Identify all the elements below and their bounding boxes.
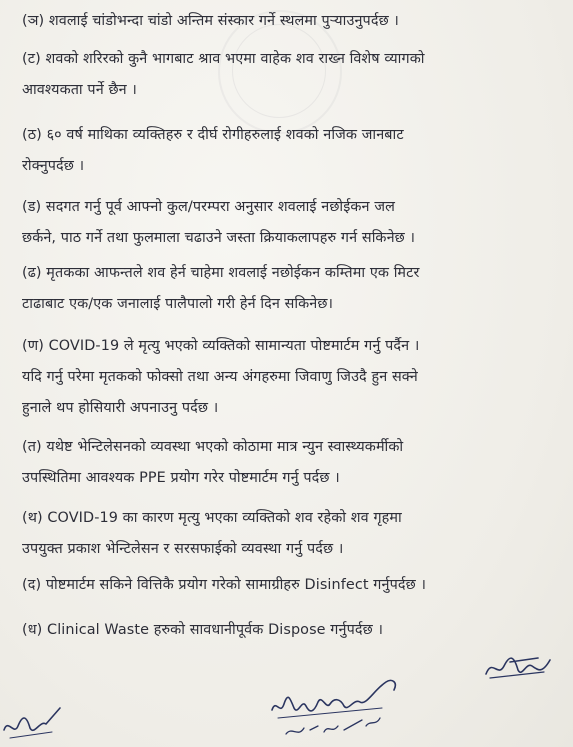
paragraph-line: रोक्नुपर्दछ ।: [22, 158, 85, 174]
signature-center: [262, 668, 412, 744]
paragraph-tha2: [22, 503, 550, 565]
paragraph-line: आवश्यकता पर्ने छैन ।: [22, 82, 137, 98]
paragraph-line: (ठ) ६० वर्ष माथिका व्यक्तिहरु र दीर्घ रोगीहरुलाई शवको नजिक जानबाट: [22, 127, 404, 143]
paragraph-line: (द) पोष्टमार्टम सकिने वित्तिकै प्रयोग गरेको सामाग्रीहरु Disinfect गर्नुपर्दछ ।: [22, 577, 427, 593]
paragraph-line: (थ) COVID-19 का कारण मृत्यु भएका व्यक्तिको शव रहेको शव गृहमा: [22, 510, 402, 526]
paragraph-nya: [22, 6, 550, 37]
paragraph-line: हुनाले थप होसियारी अपनाउनु पर्दछ ।: [22, 400, 219, 416]
paragraph-dha2: [22, 615, 550, 646]
paragraph-da2: [22, 570, 550, 601]
paragraph-da: [22, 192, 550, 254]
paragraph-line: टाढाबाट एक/एक जनालाई पालैपालो गरी हेर्न दिन सकिनेछ।: [22, 296, 334, 312]
paragraph-na: [22, 331, 550, 424]
paragraph-line: (ट) शवको शरिरको कुनै भागबाट श्राव भएमा वाहेक शव राख्न विशेष व्यागको: [22, 51, 425, 67]
signature-left: [0, 700, 70, 747]
paragraph-line: (ध) Clinical Waste हरुको सावधानीपूर्वक Dispose गर्नुपर्दछ ।: [22, 622, 384, 638]
paragraph-ta2: [22, 432, 550, 494]
signature-right: [480, 648, 560, 688]
paragraph-ta: [22, 44, 550, 106]
paragraph-tha: [22, 120, 550, 182]
paragraph-line: (ढ) मृतकका आफन्तले शव हेर्न चाहेमा शवलाई नछोईकन कम्तिमा एक मिटर: [22, 265, 420, 281]
paragraph-line: (ड) सदगत गर्नु पूर्व आफ्नो कुल/परम्परा अनुसार शवलाई नछोईकन जल: [22, 199, 395, 215]
paragraph-line: उपस्थितिमा आवश्यक PPE प्रयोग गरेर पोष्टमार्टम गर्नु पर्दछ ।: [22, 470, 340, 486]
paragraph-line: छर्कने, पाठ गर्ने तथा फुलमाला चढाउने जस्ता क्रियाकलापहरु गर्न सकिनेछ ।: [22, 230, 416, 246]
paragraph-line: (ञ) शवलाई चांडोभन्दा चांडो अन्तिम संस्कार गर्ने स्थलमा पुऱ्याउनुपर्दछ ।: [22, 13, 399, 29]
paragraph-line: उपयुक्त प्रकाश भेन्टिलेसन र सरसफाईको व्यवस्था गर्नु पर्दछ ।: [22, 541, 344, 557]
paragraph-dha: [22, 258, 550, 320]
paragraph-line: यदि गर्नु परेमा मृतकको फोक्सो तथा अन्य अंगहरुमा जिवाणु जिउदै हुन सक्ने: [22, 369, 418, 385]
paragraph-line: (त) यथेष्ट भेन्टिलेसनको व्यवस्था भएको कोठामा मात्र न्युन स्वास्थ्यकर्मीको: [22, 439, 404, 455]
paragraph-line: (ण) COVID-19 ले मृत्यु भएको व्यक्तिको सामान्यता पोष्टमार्टम गर्नु पर्दैन ।: [22, 338, 420, 354]
